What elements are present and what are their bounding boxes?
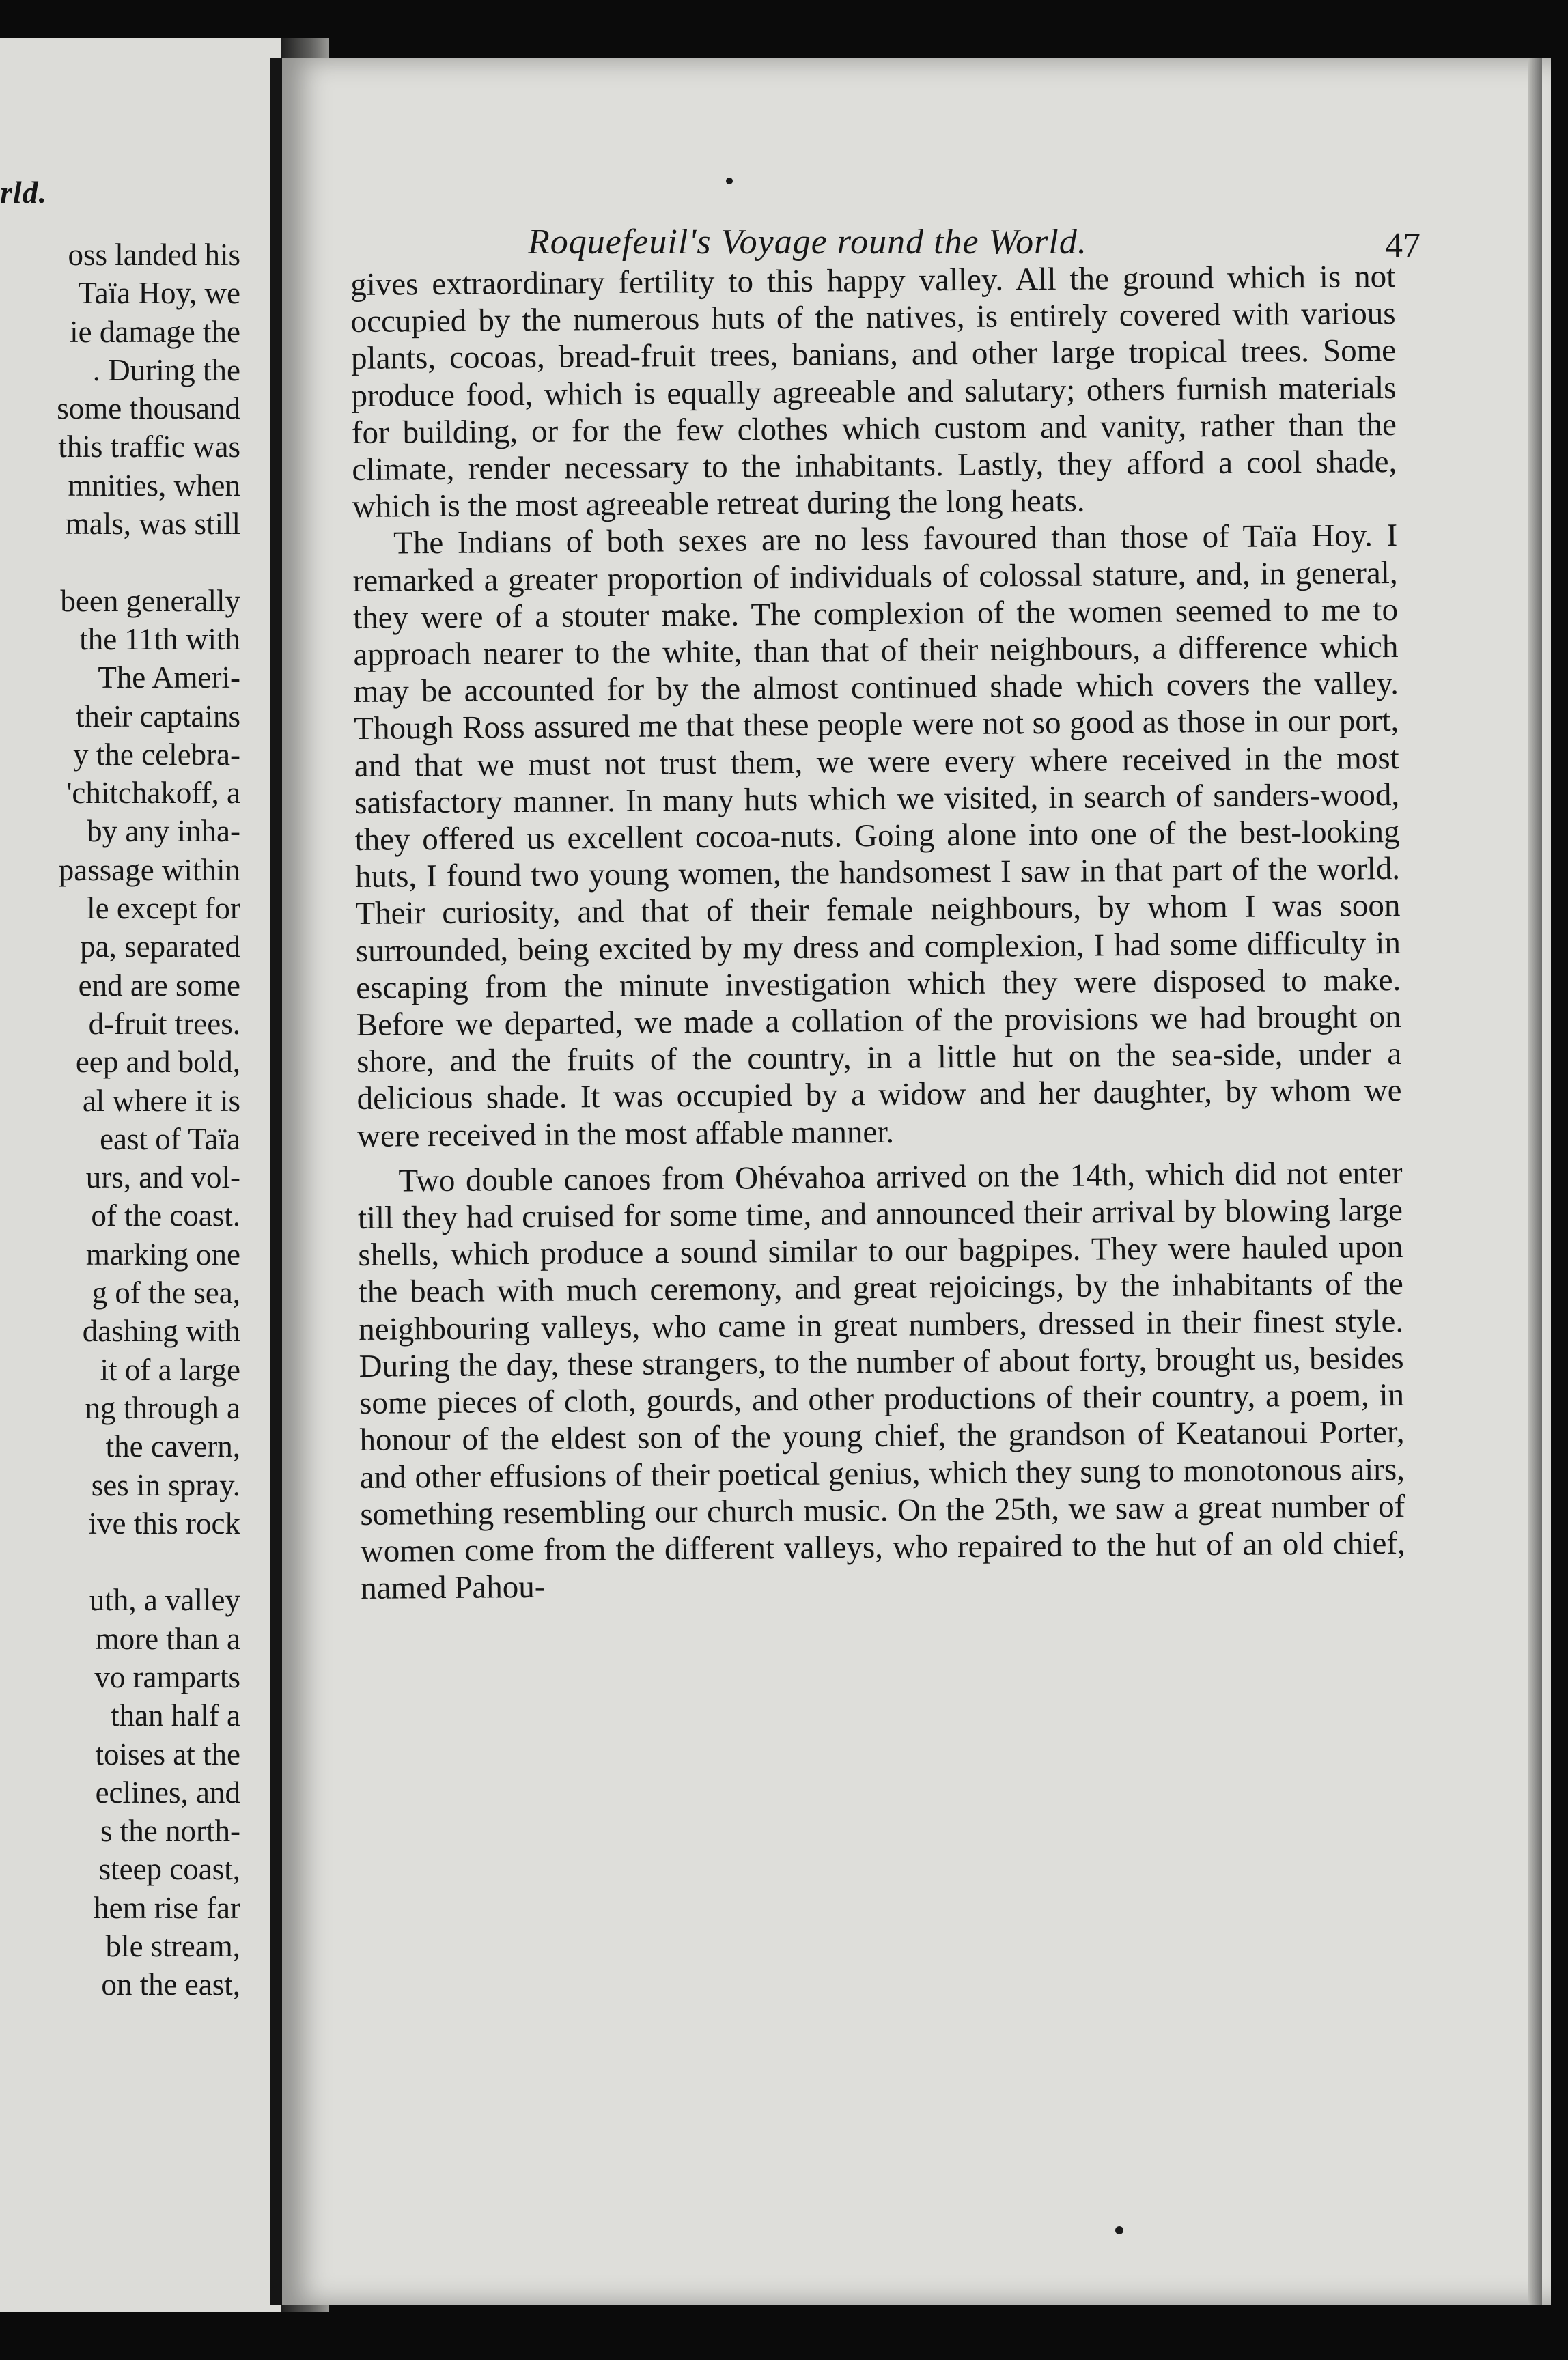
left-page-line: steep coast, <box>98 1852 240 1887</box>
left-page-line: ie damage the <box>70 314 240 349</box>
left-page-line: of the coast. <box>91 1198 240 1233</box>
left-page-line: eclines, and <box>95 1775 240 1810</box>
left-page-line: by any inha- <box>87 814 240 849</box>
left-running-head-fragment: rld. <box>0 175 48 210</box>
left-page-line: ive this rock <box>88 1506 240 1541</box>
left-page-line: ble stream, <box>105 1929 240 1964</box>
print-speck <box>1115 2226 1123 2234</box>
left-page-line: Taïa Hoy, we <box>78 276 240 311</box>
left-page-line: passage within <box>58 852 240 887</box>
left-page-line <box>0 543 240 581</box>
left-facing-page <box>0 38 285 2312</box>
paragraph-3: Two double canoes from Ohévahoa arrived on the 14th, which did not enter till they had cruised for some time, and announced their arrival by blowing large shells, which produce a sound similar to our bagpipes. They were hauled upon the beach with much ceremony, and great rejoicings, by the inhabitants of the neighbouring valleys, who came in great numbers, dressed in their finest style. During the day, these strangers, to the number of about forty, brought us, besides some pieces of cloth, gourds, and other productions of their country, a poem, in honour of the eldest son of the young chief, the grandson of Keatanoui Porter, and other effusions of their poetical genius, which they sung to monotonous airs, something resembling our church music. On the 25th, we saw a great number of women come from the different valleys, who repaired to the hut of an old chief, named Pahou- <box>357 1155 1405 1607</box>
left-page-line: . During the <box>92 352 240 387</box>
left-page-line: more than a <box>95 1621 240 1656</box>
left-page-line: ses in spray. <box>91 1467 240 1502</box>
left-page-line: ng through a <box>85 1390 240 1425</box>
left-page-line: some thousand <box>57 391 240 426</box>
left-page-text-fragments <box>0 236 240 2004</box>
left-page-line: d-fruit trees. <box>88 1006 240 1041</box>
left-page-line: vo ramparts <box>94 1659 240 1694</box>
left-page-line: their captains <box>75 699 240 733</box>
print-speck <box>726 178 733 184</box>
left-page-line: al where it is <box>82 1083 240 1118</box>
paragraph-2: The Indians of both sexes are no less favoured than those of Taïa Hoy. I remarked a greater proportion of individuals of colossal stature, and, in general, they were of a stouter make. The complexion of the women seemed to me to approach nearer to the white, than that of their neighbours, a difference which may be accounted for by the almost continued shade which covers the valley. Though Ross assured me that these people were not so good as those in our port, and that we must not trust them, we were every where received in the most satisfactory manner. In many huts which we visited, in search of sanders-wood, they offered us excellent cocoa-nuts. Going alone into one of the best-looking huts, I found two young women, the handsomest I saw in that part of the world. Their curiosity, and that of their female neighbours, by whom I was soon surrounded, being excited by my dress and complexion, I had some difficulty in escaping from the minute investigation which they were disposed to make. Before we departed, we made a collation of the provisions we had brought on shore, and the fruits of the country, in a little hut on the sea-side, under a delicious shade. It was occupied by a widow and her daughter, by whom we were received in the most affable manner. <box>352 518 1402 1154</box>
left-page-line: mnities, when <box>68 468 240 503</box>
left-page-line: The Ameri- <box>98 660 240 695</box>
body-text <box>350 258 1405 1607</box>
left-page-line: g of the sea, <box>92 1276 240 1310</box>
left-page-line: eep and bold, <box>75 1045 240 1080</box>
left-page-line: than half a <box>111 1698 240 1733</box>
left-page-line: been generally <box>60 583 240 618</box>
left-page-line: y the celebra- <box>73 737 240 772</box>
left-page-line: on the east, <box>101 1967 240 2002</box>
left-page-line: s the north- <box>100 1814 240 1849</box>
left-page-line: it of a large <box>100 1352 240 1387</box>
right-page <box>270 58 1551 2305</box>
page-number: 47 <box>1385 226 1420 265</box>
left-page-line: uth, a valley <box>89 1583 240 1618</box>
left-page-line: end are some <box>78 968 240 1002</box>
left-page-line: dashing with <box>82 1314 240 1349</box>
left-page-line: marking one <box>85 1237 240 1272</box>
left-page-line: hem rise far <box>94 1890 240 1925</box>
left-page-line: le except for <box>87 891 240 926</box>
running-head: Roquefeuil's Voyage round the World. <box>528 223 1087 262</box>
left-page-line: east of Taïa <box>100 1121 240 1156</box>
left-page-line: the 11th with <box>79 621 240 656</box>
left-page-line: the cavern, <box>105 1429 240 1464</box>
left-page-line <box>0 1543 240 1581</box>
left-page-line: 'chitchakoff, a <box>66 776 240 811</box>
left-page-line: oss landed his <box>68 238 240 272</box>
page-edge-shadow <box>1528 58 1542 2305</box>
paragraph-1: gives extraordinary fertility to this happy valley. All the ground which is not occupied by the numerous huts of the natives, is entirely covered with various plants, cocoas, bread-fruit trees, banians, and other large tropical trees. Some produce food, which is equally agreeable and salutary; others furnish materials for building, or for the few clothes which custom and vanity, rather than the climate, render necessary to the inhabitants. Lastly, they afford a cool shade, which is the most agreeable retreat during the long heats. <box>350 258 1397 525</box>
left-page-line: this traffic was <box>58 430 240 464</box>
left-page-line: mals, was still <box>65 507 240 542</box>
left-page-line: toises at the <box>95 1737 240 1771</box>
left-page-line: pa, separated <box>80 929 240 964</box>
left-page-line: urs, and vol- <box>85 1160 240 1195</box>
